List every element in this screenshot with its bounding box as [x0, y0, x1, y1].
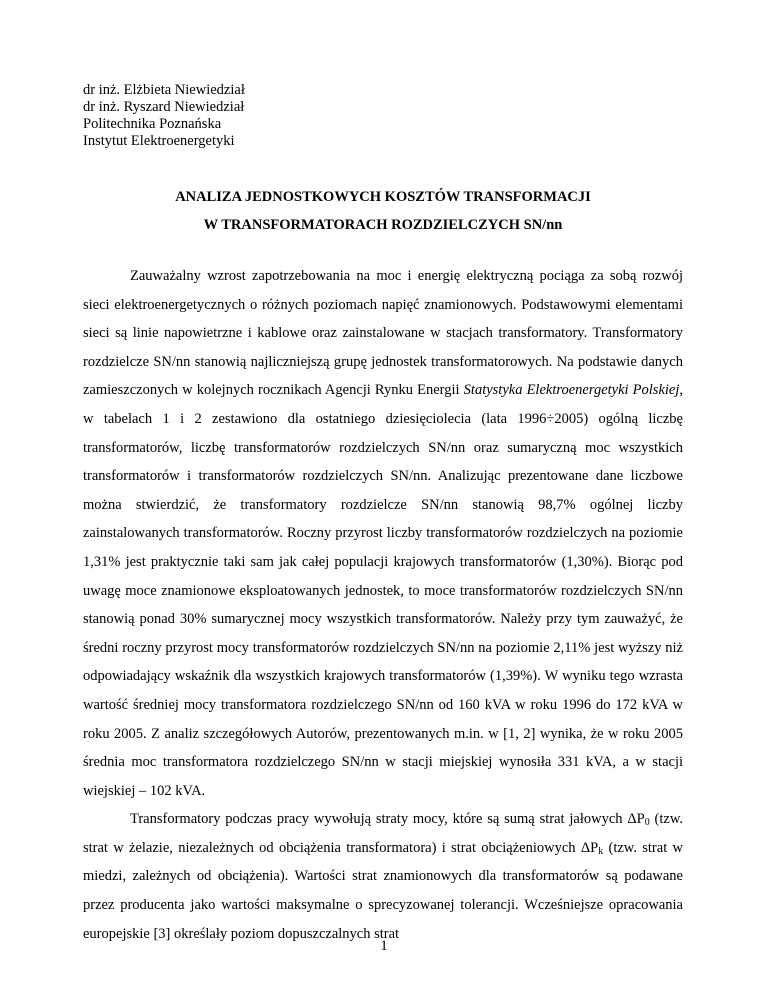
subscript-k: k [598, 845, 604, 857]
author-line-1: dr inż. Elżbieta Niewiedział [83, 82, 245, 98]
paragraph-2-text-a: Transformatory podczas pracy wywołują straty mocy, które są sumą strat jałowych ΔP [130, 811, 645, 828]
body-text [83, 262, 683, 948]
paragraph-1-text-b: , w tabelach 1 i 2 zestawiono dla ostatniego dziesięciolecia (lata 1996÷2005) ogólną liczbę transformatorów, liczbę transformatorów rozdzielczych SN/nn oraz sumaryczną moc wszystkich transformatorów i transformatorów rozdzielczych SN/nn. Analizując prezentowane dane liczbowe można stwierdzić, że transformatory rozdzielcze SN/nn stanowią 98,7% ogólnej liczby zainstalowanych transformatorów. Roczny przyrost liczby transformatorów rozdzielczych na poziomie 1,31% jest praktycznie taki sam jak całej populacji krajowych transformatorów (1,30%). Biorąc pod uwagę moce znamionowe eksploatowanych jednostek, to moce transformatorów rozdzielczych SN/nn stanowią ponad 30% sumarycznej mocy wszystkich transformatorów. Należy przy tym zauważyć, że średni roczny przyrost mocy transformatorów rozdzielczych SN/nn na poziomie 2,11% jest wyższy niż odpowiadający wskaźnik dla wszystkich krajowych transformatorów (1,39%). W wyniku tego wzrasta wartość średniej mocy transformatora rozdzielczego SN/nn od 160 kVA w roku 1996 do 172 kVA w roku 2005. Z analiz szczegółowych Autorów, prezentowanych m.in. w [1, 2] wynika, że w roku 2005 średnia moc transformatora rozdzielczego SN/nn w stacji miejskiej wynosiła 331 kVA, a w stacji wiejskiej – 102 kVA. [83, 382, 684, 799]
page-number: 1 [380, 938, 388, 954]
affiliation-institute: Instytut Elektroenergetyki [83, 133, 235, 149]
author-header [83, 82, 245, 150]
publication-title: Statystyka Elektroenergetyki Polskiej [463, 382, 680, 399]
subscript-zero: 0 [644, 817, 650, 829]
paragraph-2-text-b: (tzw. strat w żelazie, niezależnych od obciążenia transformatora) i strat obciążeniowych ΔP [83, 811, 683, 856]
author-line-2: dr inż. Ryszard Niewiedział [83, 99, 245, 115]
paragraph-2 [83, 805, 683, 948]
paragraph-1 [83, 262, 683, 805]
document-title-line-1: ANALIZA JEDNOSTKOWYCH KOSZTÓW TRANSFORMACJI [175, 189, 591, 205]
paragraph-1-text-a: Zauważalny wzrost zapotrzebowania na moc i energię elektryczną pociąga za sobą rozwój sieci elektroenergetycznych o różnych poziomach napięć znamionowych. Podstawowymi elementami sieci są linie napowietrzne i kablowe oraz zainstalowane w stacjach transformatory. Transformatory rozdzielcze SN/nn stanowią najliczniejszą grupę jednostek transformatorowych. Na podstawie danych zamieszczonych w kolejnych rocznikach Agencji Rynku Energii [83, 268, 683, 399]
paragraph-2-text-c: (tzw. strat w miedzi, zależnych od obciążenia). Wartości strat znamionowych dla transformatorów są podawane przez producenta jako wartości maksymalne o sprecyzowanej tolerancji. Wcześniejsze opracowania europejskie [3] określały poziom dopuszczalnych strat [83, 839, 683, 942]
affiliation-university: Politechnika Poznańska [83, 116, 222, 132]
document-title-line-2: W TRANSFORMATORACH ROZDZIELCZYCH SN/nn [203, 217, 563, 233]
